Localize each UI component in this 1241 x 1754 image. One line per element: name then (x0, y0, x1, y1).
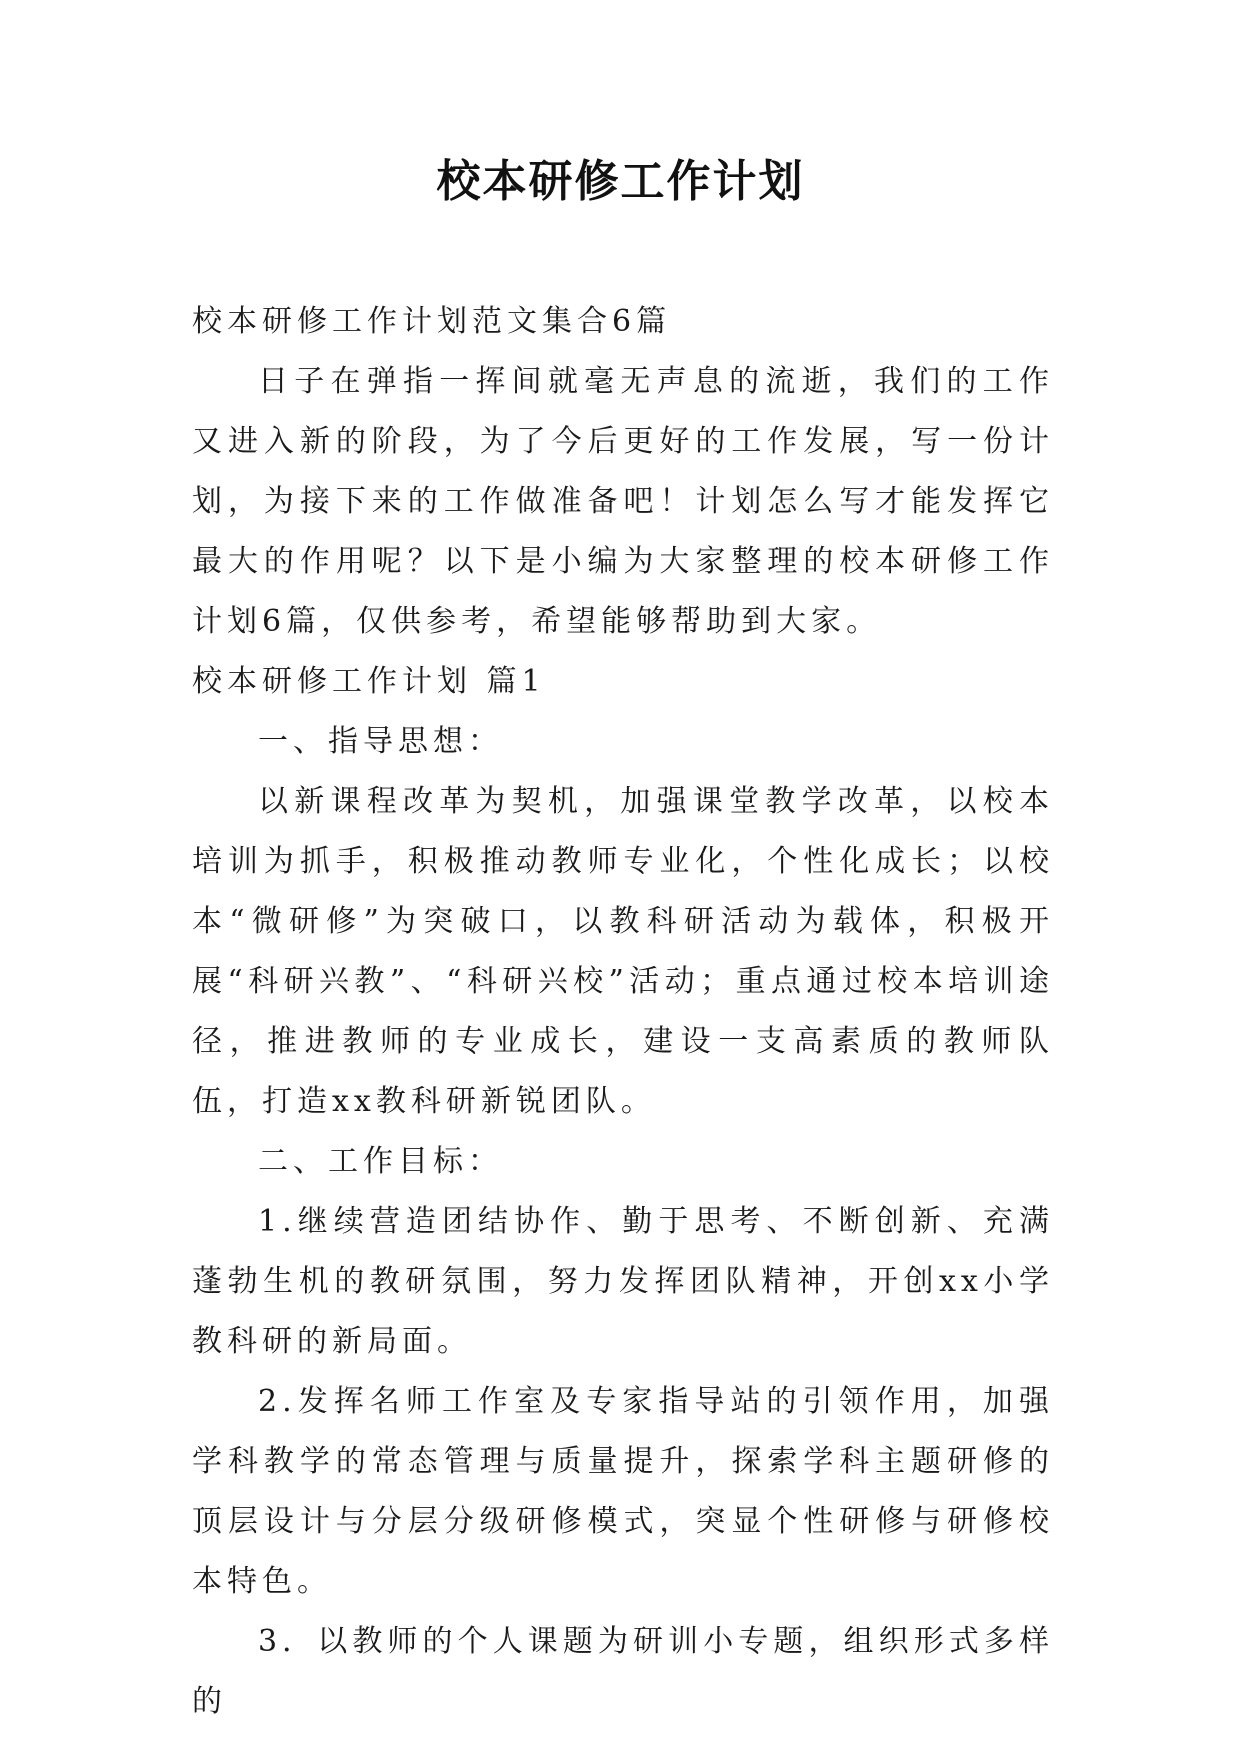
document-body (192, 292, 1054, 1732)
document-title: 校本研修工作计划 (436, 156, 805, 207)
subtitle-line: 校本研修工作计划范文集合6篇 (192, 304, 672, 339)
goal-item-2: 2.发挥名师工作室及专家指导站的引领作用，加强学科教学的常态管理与质量提升，探索学科主题研修的顶层设计与分层分级研修模式，突显个性研修与研修校本特色。 (192, 1384, 1054, 1599)
intro-paragraph: 日子在弹指一挥间就毫无声息的流逝，我们的工作又进入新的阶段，为了今后更好的工作发展，写一份计划，为接下来的工作做准备吧！计划怎么写才能发挥它最大的作用呢？以下是小编为大家整理的校本研修工作计划6篇，仅供参考，希望能够帮助到大家。 (192, 364, 1054, 639)
goal-item-3: 3．以教师的个人课题为研训小专题，组织形式多样的 (192, 1624, 1054, 1719)
section-heading: 校本研修工作计划 篇1 (192, 664, 546, 699)
heading-guiding-ideology: 一、指导思想： (258, 724, 503, 759)
heading-work-goals: 二、工作目标： (258, 1144, 503, 1179)
goal-item-1: 1.继续营造团结协作、勤于思考、不断创新、充满蓬勃生机的教研氛围，努力发挥团队精神，开创xx小学教科研的新局面。 (192, 1204, 1054, 1359)
guiding-ideology-paragraph: 以新课程改革为契机，加强课堂教学改革，以校本培训为抓手，积极推动教师专业化，个性化成长；以校本“微研修”为突破口，以教科研活动为载体，积极开展“科研兴教”、“科研兴校”活动；重点通过校本培训途径，推进教师的专业成长，建设一支高素质的教师队伍，打造xx教科研新锐团队。 (192, 784, 1054, 1119)
